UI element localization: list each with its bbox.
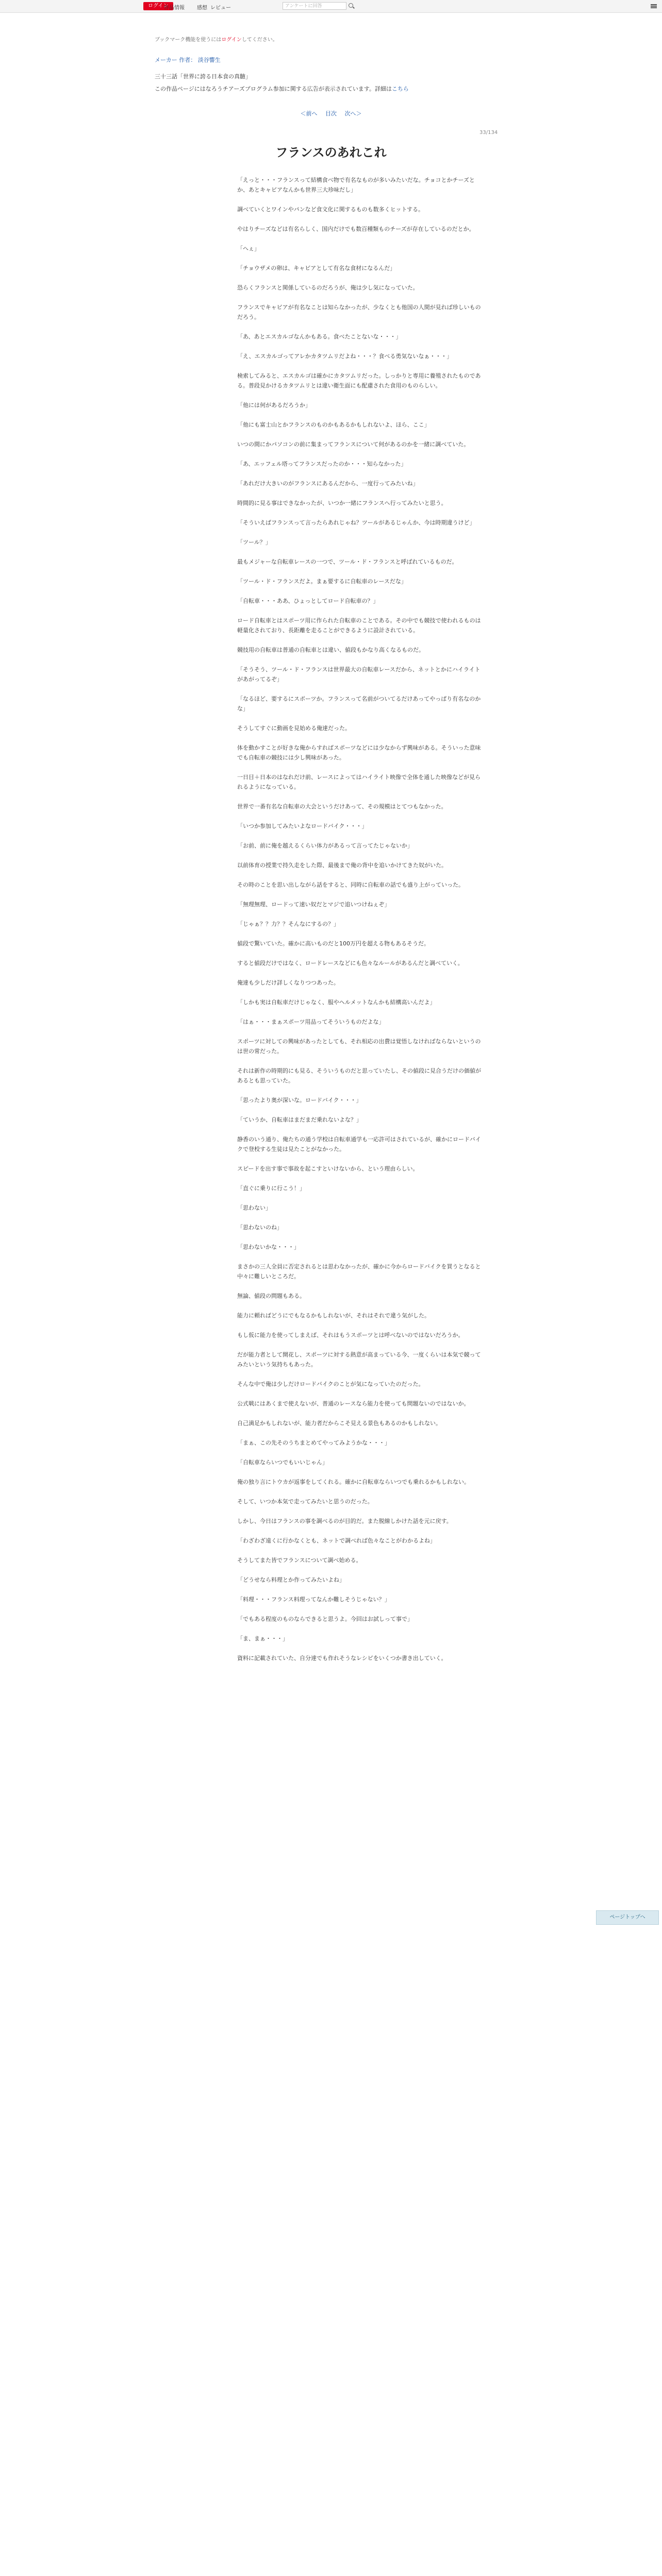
story-paragraph: 「あ、あとエスカルゴなんかもある。食べたことないな・・・」 (237, 333, 402, 340)
story-paragraph: 「はぁ・・・まぁスポーツ用品ってそういうものだよな」 (237, 1019, 385, 1025)
story-paragraph: 「料理・・・フランス料理ってなんか難しそうじゃない？」 (237, 1596, 390, 1603)
story-paragraph: 「チョウザメの卵は、キャビアとして有名な食材になるんだ」 (237, 265, 396, 272)
pager (0, 109, 662, 117)
story-paragraph: だが能力者として開花し、スポーツに対する熱意が高まっている今、一度くらいは本気で競ってみたいという気持ちもあった。 (237, 1351, 481, 1368)
story-paragraph: 「他には何があるだろうか」 (237, 402, 311, 409)
nav-reviews[interactable]: レビュー (210, 5, 231, 11)
toc-link[interactable]: 目次 (325, 110, 337, 117)
story-paragraph: 「お前、前に俺を越えるくらい体力があるって言ってたじゃないか」 (237, 842, 413, 849)
search-icon[interactable] (349, 3, 353, 8)
story-body (237, 175, 483, 1673)
story-paragraph: 資料に記載されていた、自分達でも作れそうなレシピをいくつか書き出していく。 (237, 1655, 447, 1662)
story-paragraph: 「ていうか、自転車はまだまだ乗れないよな？」 (237, 1116, 362, 1123)
story-paragraph: 最もメジャーな自転車レースの一つで、ツール・ド・フランスと呼ばれているものだ。 (237, 558, 458, 565)
story-paragraph: 「自転車・・・ああ、ひょっとしてロード自転車の？」 (237, 598, 379, 604)
story-paragraph: 「他にも富士山とかフランスのものかもあるかもしれないよ、ほら、ここ」 (237, 421, 430, 428)
story-paragraph: 俺達も少しだけ詳しくなりつつあった。 (237, 979, 339, 986)
page-number: 33/134 (479, 130, 498, 135)
story-paragraph: 「思ったより奥が深いな。ロードバイク・・・」 (237, 1097, 362, 1104)
story-paragraph: 無論、値段の問題もある。 (237, 1293, 305, 1299)
story-paragraph: 「いつか参加してみたいよなロードバイク・・・」 (237, 823, 368, 829)
series-author-line[interactable]: メーカー 作者： 淡谷響生 (155, 57, 221, 63)
nav-impressions[interactable]: 感想 (197, 5, 207, 11)
story-paragraph: 時間的に見る事はできなかったが、いつか一緒にフランスへ行ってみたいと思う。 (237, 500, 447, 506)
story-paragraph: 恐らくフランスと関係しているのだろうが、俺は少し気になっていた。 (237, 284, 419, 291)
story-paragraph: 競技用の自転車は普通の自転車とは違い、値段もかなり高くなるものだ。 (237, 647, 424, 653)
story-paragraph: 「でもある程度のものならできると思うよ。今回はお試しって事で」 (237, 1616, 413, 1622)
top-bar (0, 0, 662, 13)
story-paragraph: 静香のいう通り、俺たちの通う学校は自転車通学も一応許可はされているが、確かにロードバイクで登校する生徒は見たことがなかった。 (237, 1136, 481, 1153)
story-paragraph: 「思わないかな・・・」 (237, 1244, 300, 1250)
login-link[interactable]: ログイン (221, 37, 242, 43)
story-paragraph: 「自転車ならいつでもいいじゃん」 (237, 1459, 328, 1466)
story-paragraph: 「えっと・・・フランスって結構食べ物で有名なものが多いみたいだな。チョコとかチーズとか、あとキャビアなんかも世界三大珍味だし」 (237, 177, 475, 193)
story-paragraph: 調べていくとワインやパンなど食文化に関するものも数多くヒットする。 (237, 206, 424, 213)
story-paragraph: 体を動かすことが好きな俺からすればスポーツなどには少なからず興味がある。そういった意味でも自転車の競技には少し興味があった。 (237, 744, 481, 761)
login-button[interactable]: ログイン (143, 2, 173, 10)
story-paragraph: 公式戦にはあくまで使えないが、普通のレースなら能力を使っても問題ないのではないか。 (237, 1400, 470, 1407)
story-paragraph: しかし、今日はフランスの事を調べるのが目的だ。また脱線しかけた話を元に戻す。 (237, 1518, 452, 1524)
story-paragraph: 「ま、まぁ・・・」 (237, 1635, 288, 1642)
story-paragraph: 「なるほど、要するにスポーツか。フランスって名前がついてるだけあってやっぱり有名なのかな」 (237, 696, 481, 712)
story-paragraph: 「じゃぁ？？力？？そんなにするの？」 (237, 921, 339, 927)
story-paragraph: 「そうそう、ツール・ド・フランスは世界最大の自転車レースだから、ネットとかにハイライトがあがってるぞ」 (237, 666, 481, 683)
story-paragraph: そうしてまた皆でフランスについて調べ始める。 (237, 1557, 362, 1564)
bookmark-notice: ブックマーク機能を使うにはログインしてください。 (155, 37, 278, 43)
story-paragraph: スピードを出す事で事故を起こすといけないから、という理由らしい。 (237, 1165, 419, 1172)
story-paragraph: 「思わないのね」 (237, 1224, 283, 1231)
story-paragraph: そして、いつか本気で走ってみたいと思うのだった。 (237, 1498, 373, 1505)
story-paragraph: フランスでキャビアが有名なことは知らなかったが、少なくとも他国の人間が見れば珍しいものだろう。 (237, 304, 481, 320)
story-paragraph: 「あれだけ大きいのがフランスにあるんだから、一度行ってみたいね」 (237, 480, 419, 487)
story-paragraph: もし仮に能力を使ってしまえば、それはもうスポーツとは呼べないのではないだろうか。 (237, 1332, 464, 1338)
story-paragraph: 「え、エスカルゴってアレかカタツムリだよね・・・？食べる勇気ないなぁ・・・」 (237, 353, 453, 360)
story-paragraph: 「ツール？」 (237, 539, 271, 546)
story-paragraph: 「思わない」 (237, 1205, 271, 1211)
story-paragraph: 俺の独り言にトウカが返事をしてくれる。確かに自転車ならいつでも乗れるかもしれない。 (237, 1479, 470, 1485)
nav-work-info[interactable]: 作品情報 (164, 5, 185, 11)
story-paragraph: 「あ、エッフェル塔ってフランスだったのか・・・知らなかった」 (237, 461, 407, 467)
prev-link[interactable]: ＜前へ (300, 110, 318, 117)
story-paragraph: 世界で一番有名な自転車の大会というだけあって、その規模はとてつもなかった。 (237, 803, 447, 810)
story-paragraph: 「へぇ」 (237, 245, 260, 252)
story-paragraph: 「無理無理、ロードって速い奴だとマジで追いつけねぇぞ」 (237, 901, 390, 908)
story-paragraph: 「直ぐに乗りに行こう！」 (237, 1185, 305, 1192)
story-paragraph: 以前体育の授業で持久走をした際、最後まで俺の背中を追いかけてきた奴がいた。 (237, 862, 447, 869)
menu-icon[interactable] (651, 4, 657, 8)
story-paragraph: 「まぁ、この先そのうちまとめてやってみようかな・・・」 (237, 1439, 390, 1446)
story-paragraph: そうしてすぐに動画を見始める俺達だった。 (237, 725, 351, 732)
ad-details-link[interactable]: こちら (391, 86, 409, 92)
story-paragraph: 自己満足かもしれないが、能力者だからこそ見える景色もあるのかもしれない。 (237, 1420, 441, 1427)
story-paragraph: そんな中で俺は少しだけロードバイクのことが気になっていたのだった。 (237, 1381, 424, 1387)
story-paragraph: 値段で驚いていた。確かに高いものだと100万円を超える物もあるそうだ。 (237, 940, 429, 947)
story-paragraph: すると値段だけではなく、ロードレースなどにも色々なルールがあるんだと調べていく。 (237, 960, 464, 967)
story-paragraph: まさかの三人全員に否定されるとは思わなかったが、確かに今からロードバイクを買うとなると中々に難しいところだ。 (237, 1263, 481, 1280)
story-paragraph: 「そういえばフランスって言ったらあれじゃね？ツールがあるじゃんか、今は時期違うけど」 (237, 519, 475, 526)
episode-title: 三十三話「世界に誇る日本食の真髄」 (155, 73, 251, 80)
page-top-button[interactable]: ページトップへ (596, 1910, 659, 1925)
story-paragraph: いつの間にかパソコンの前に集まってフランスについて何があるのかを一緒に調べていた。 (237, 441, 470, 448)
story-paragraph: 「ツール・ド・フランスだよ。まぁ要するに自転車のレースだな」 (237, 578, 407, 585)
ad-notice: この作品ページにはなろうチアーズプログラム参加に関する広告が表示されています。詳細はこちら (155, 86, 409, 92)
story-paragraph: 能力に頼ればどうにでもなるかもしれないが、それはそれで違う気がした。 (237, 1312, 430, 1319)
search-input[interactable]: アンケートに回答 (283, 2, 346, 10)
story-paragraph: やはりチーズなどは有名らしく、国内だけでも数百種類ものチーズが存在しているのだとか。 (237, 226, 475, 232)
story-title: フランスのあれこれ (275, 145, 387, 160)
story-paragraph: スポーツに対しての興味があったとしても、それ相応の出費は覚悟しなければならないというのは世の常だった。 (237, 1038, 481, 1055)
story-paragraph: 一日目＋日本のはなれだけ前、レースによってはハイライト映像で全体を通した映像などが見られるようになっている。 (237, 774, 481, 790)
story-paragraph: 「わざわざ遠くに行かなくとも、ネットで調べれば色々なことがわかるよね」 (237, 1537, 436, 1544)
next-link[interactable]: 次へ＞ (344, 110, 362, 117)
story-paragraph: 検索してみると、エスカルゴは確かにカタツムリだった。しっかりと専用に養殖されたものである。普段見かけるカタツムリとは違い衛生面にも配慮された食用のものらしい。 (237, 372, 481, 389)
story-paragraph: 「しかも実は自転車だけじゃなく、服やヘルメットなんかも結構高いんだよ」 (237, 999, 436, 1006)
story-paragraph: それは新作の時期的にも見る、そういうものだと思っていたし、その値段に見合うだけの価値があるとも思っていた。 (237, 1067, 481, 1084)
story-paragraph: ロード自転車とはスポーツ用に作られた自転車のことである。その中でも競技で使われるものは軽量化されており、長距離を走ることができるように設計されている。 (237, 617, 481, 634)
story-paragraph: その時のことを思い出しながら話をすると、同時に自転車の話でも盛り上がっていった。 (237, 882, 464, 888)
story-paragraph: 「どうせなら料理とか作ってみたいよね」 (237, 1577, 345, 1583)
